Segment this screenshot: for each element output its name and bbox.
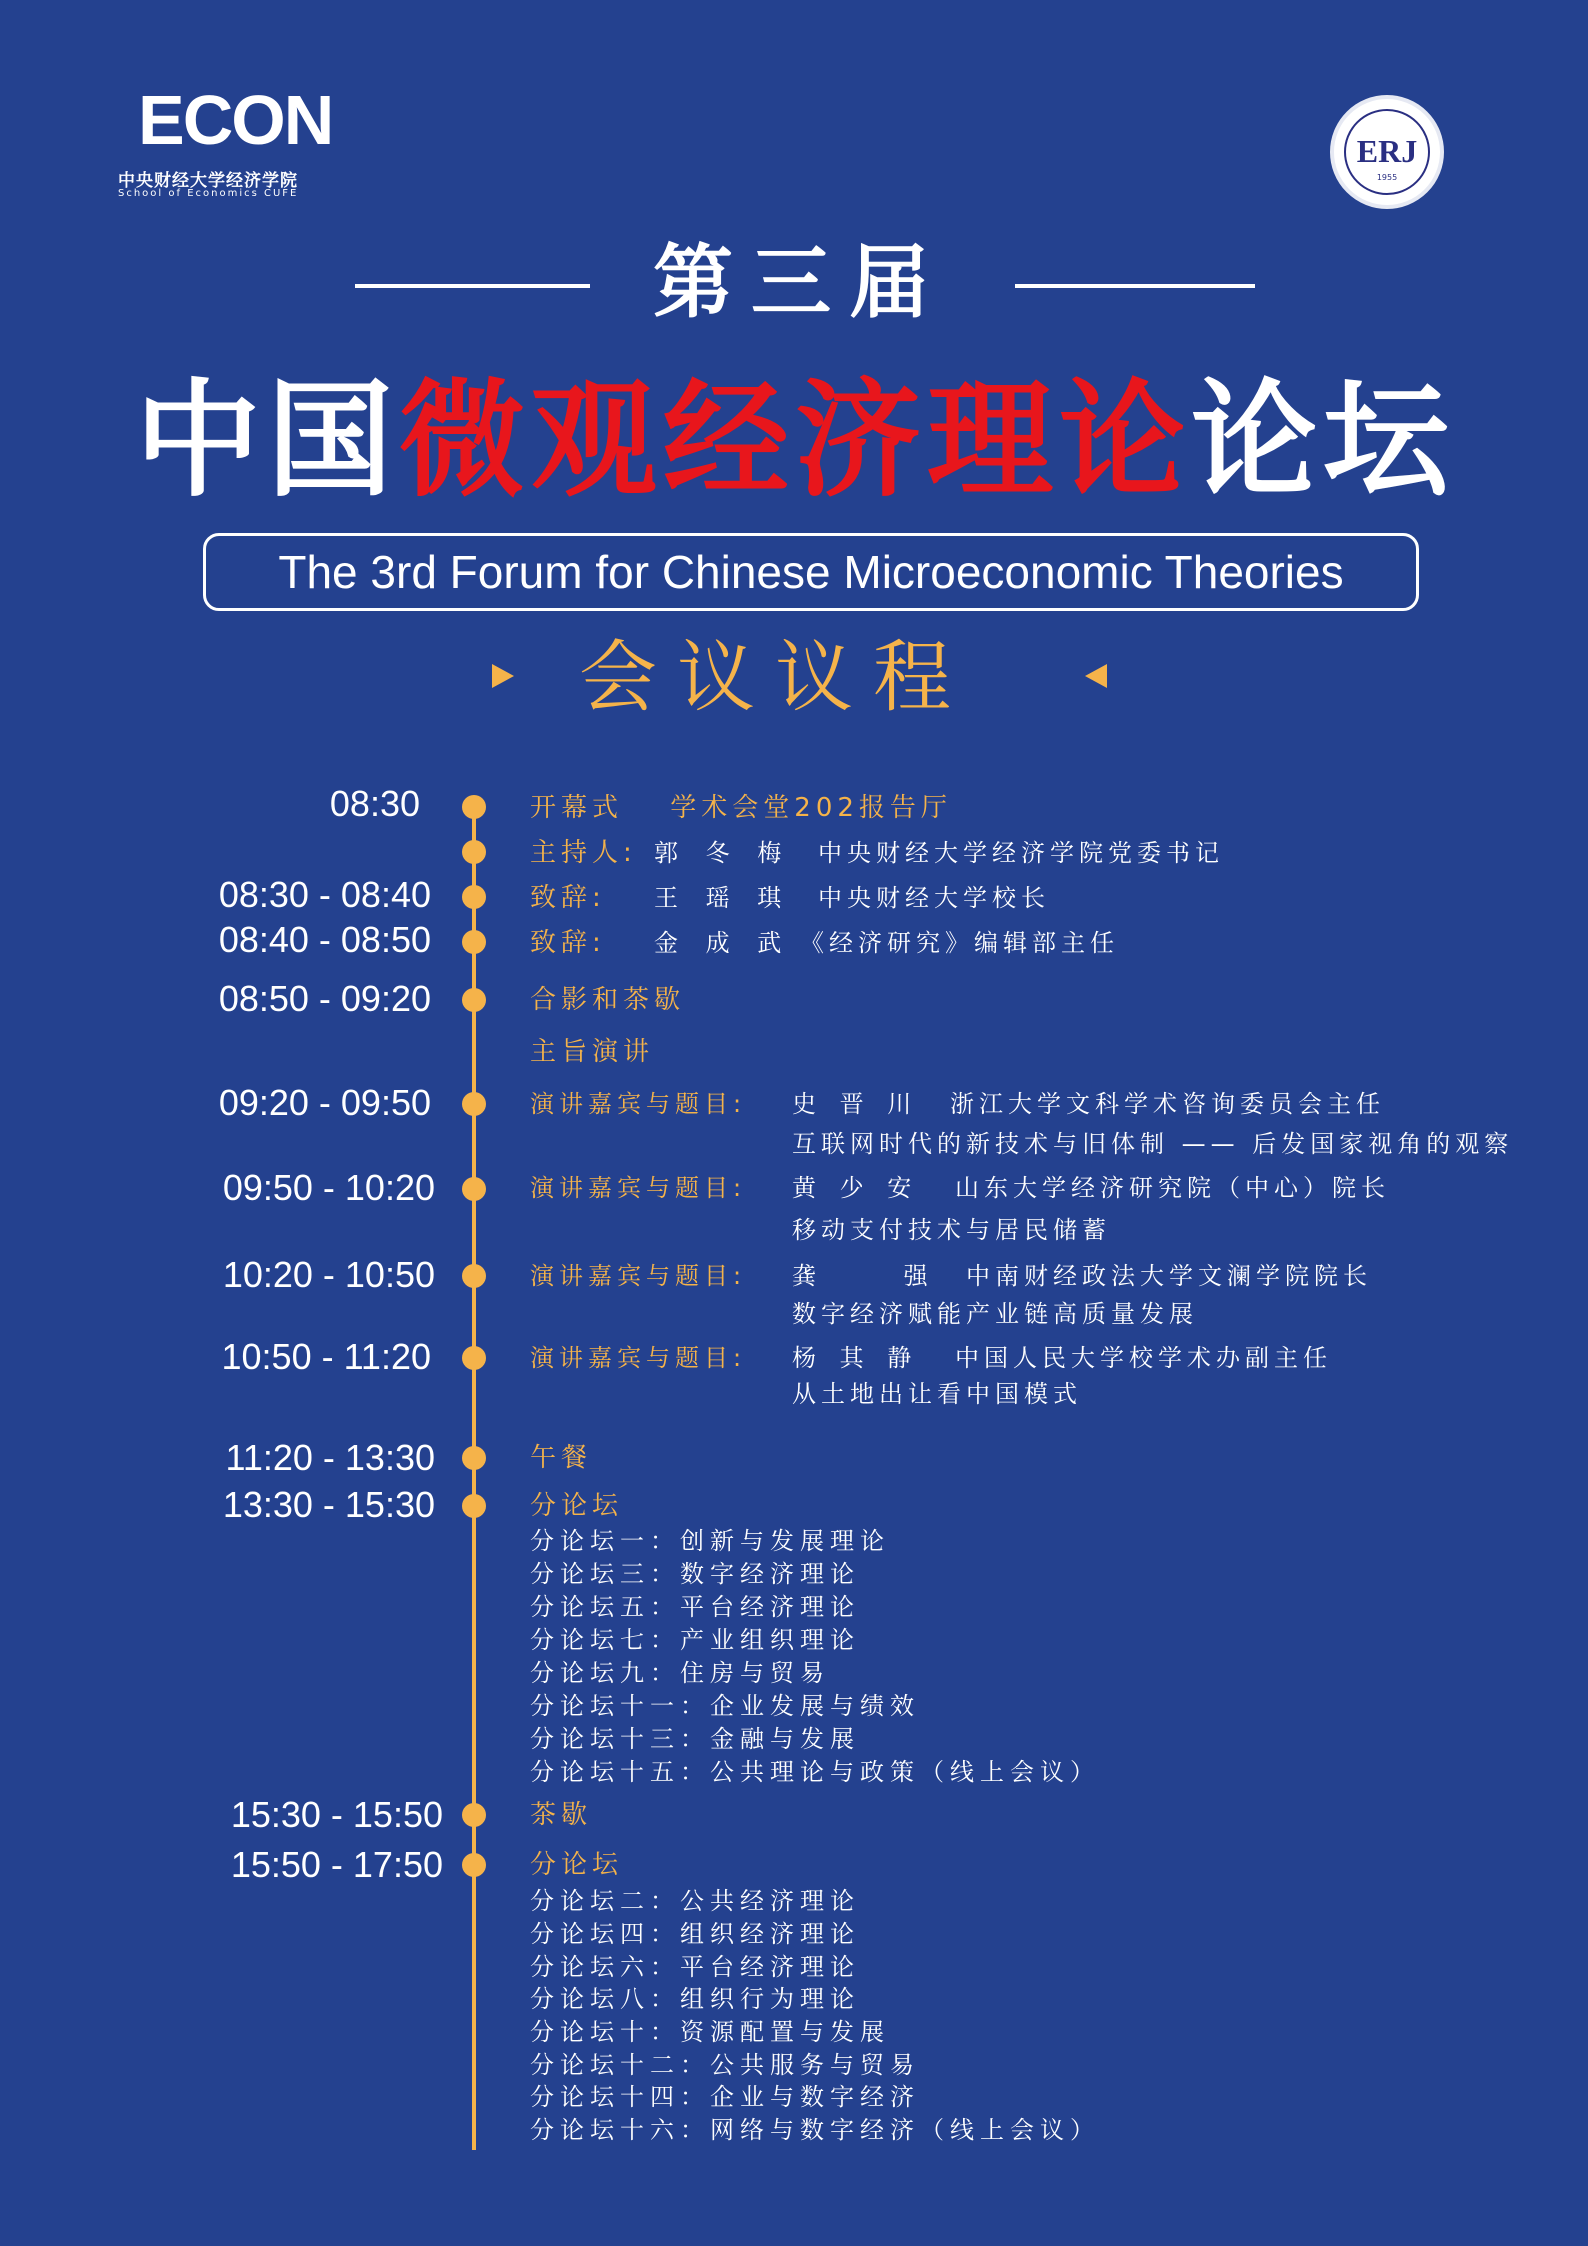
timeline-dot	[462, 1494, 486, 1518]
time-welcome-2: 08:40 - 08:50	[218, 919, 431, 960]
timeline-dot	[462, 988, 486, 1012]
timeline-dot	[462, 1446, 486, 1470]
keynote-speaker-1: 史 晋 川	[792, 1090, 920, 1118]
welcome-role-2: 《经济研究》编辑部主任	[800, 929, 1119, 957]
keynote-heading: 主旨演讲	[530, 1037, 655, 1067]
edition-label: 第三届	[653, 235, 947, 329]
timeline-dot	[462, 1177, 486, 1201]
forum-title	[60, 365, 1530, 515]
keynote-role-3: 中南财经政法大学文澜学院院长	[966, 1262, 1372, 1290]
triangle-right-icon	[492, 664, 514, 688]
time-photo-break: 08:50 - 09:20	[218, 978, 431, 1019]
keynote-topic-3: 数字经济赋能产业链高质量发展	[792, 1300, 1198, 1328]
econ-logo-mark: ECON	[138, 81, 333, 159]
timeline-dot	[462, 1092, 486, 1116]
time-parallel-2: 15:50 - 17:50	[230, 1844, 443, 1885]
keynote-topic-2: 移动支付技术与居民储蓄	[792, 1216, 1111, 1244]
parallel-sessions-label-2: 分论坛	[530, 1850, 624, 1880]
journal-logo-letters: ERJ	[1356, 133, 1418, 169]
welcome-speaker-2: 金 成 武	[654, 929, 792, 957]
session-item: 分论坛十：资源配置与发展	[530, 2018, 890, 2046]
parallel-sessions-label-1: 分论坛	[530, 1491, 624, 1521]
keynote-speaker-4: 杨 其 静	[792, 1344, 920, 1372]
timeline-dot	[462, 1803, 486, 1827]
session-item: 分论坛九：住房与贸易	[530, 1659, 830, 1687]
opening-venue: 学术会堂202报告厅	[670, 793, 952, 823]
time-keynote-3: 10:20 - 10:50	[222, 1254, 435, 1295]
time-keynote-2: 09:50 - 10:20	[222, 1167, 435, 1208]
session-item: 分论坛四：组织经济理论	[530, 1920, 860, 1948]
session-item: 分论坛十五：公共理论与政策（线上会议）	[530, 1758, 1100, 1786]
session-item: 分论坛十六：网络与数字经济（线上会议）	[530, 2116, 1100, 2144]
host-row	[530, 835, 637, 871]
session-item: 分论坛八：组织行为理论	[530, 1985, 860, 2013]
timeline-dot	[462, 1346, 486, 1370]
journal-logo-year: 1955	[1376, 173, 1398, 182]
session-item: 分论坛五：平台经济理论	[530, 1593, 860, 1621]
session-item: 分论坛十三：金融与发展	[530, 1725, 860, 1753]
keynote-label-1: 演讲嘉宾与题目:	[530, 1090, 747, 1118]
tea-break-label: 茶歇	[530, 1800, 593, 1830]
opening-ceremony	[530, 790, 952, 826]
time-welcome-1: 08:30 - 08:40	[218, 874, 431, 915]
session-item: 分论坛十二：公共服务与贸易	[530, 2051, 920, 2079]
title-rule-left	[355, 284, 590, 288]
session-item: 分论坛十一：企业发展与绩效	[530, 1692, 920, 1720]
forum-title-highlight: 微观经济理论	[399, 366, 1191, 514]
time-lunch: 11:20 - 13:30	[225, 1437, 435, 1478]
timeline-dot	[462, 930, 486, 954]
session-item: 分论坛七：产业组织理论	[530, 1626, 860, 1654]
session-item: 分论坛三：数字经济理论	[530, 1560, 860, 1588]
school-name-cn: 中央财经大学经济学院	[118, 171, 298, 191]
forum-title-part-1: 中国	[135, 366, 399, 514]
keynote-role-2: 山东大学经济研究院（中心）院长	[955, 1174, 1390, 1202]
time-opening: 08:30	[329, 783, 420, 824]
school-logo	[118, 80, 333, 210]
host-name: 郭 冬 梅	[654, 839, 792, 867]
welcome-label-2: 致辞:	[530, 928, 606, 958]
keynote-role-4: 中国人民大学校学术办副主任	[955, 1344, 1332, 1372]
keynote-topic-1: 互联网时代的新技术与旧体制 —— 后发国家视角的观察	[792, 1130, 1514, 1158]
opening-label: 开幕式	[530, 793, 624, 823]
journal-logo	[1330, 95, 1444, 209]
triangle-left-icon	[1085, 664, 1107, 688]
welcome-role-1: 中央财经大学校长	[818, 884, 1050, 912]
photo-and-tea-break: 合影和茶歇	[530, 985, 686, 1015]
timeline-dot	[462, 885, 486, 909]
forum-title-part-2: 论坛	[1191, 366, 1455, 514]
welcome-label-1: 致辞:	[530, 883, 606, 913]
time-keynote-1: 09:20 - 09:50	[218, 1082, 431, 1123]
timeline-dot	[462, 1264, 486, 1288]
keynote-speaker-3: 龚 强	[792, 1262, 968, 1290]
lunch-label: 午餐	[530, 1443, 593, 1473]
session-item: 分论坛十四：企业与数字经济	[530, 2083, 920, 2111]
session-item: 分论坛一：创新与发展理论	[530, 1527, 890, 1555]
time-keynote-4: 10:50 - 11:20	[221, 1336, 431, 1377]
timeline-dot	[462, 795, 486, 819]
time-parallel-1: 13:30 - 15:30	[222, 1484, 435, 1525]
session-item: 分论坛二：公共经济理论	[530, 1887, 860, 1915]
english-title: The 3rd Forum for Chinese Microeconomic Theories	[278, 546, 1344, 598]
keynote-label-4: 演讲嘉宾与题目:	[530, 1344, 747, 1372]
session-item: 分论坛六：平台经济理论	[530, 1953, 860, 1981]
keynote-topic-4: 从土地出让看中国模式	[792, 1380, 1082, 1408]
timeline-dot	[462, 1853, 486, 1877]
time-tea-break: 15:30 - 15:50	[230, 1794, 443, 1835]
welcome-speaker-1: 王 瑶 琪	[654, 884, 792, 912]
school-name-en: School of Economics CUFE	[118, 188, 299, 199]
agenda-heading: 会议议程	[578, 633, 971, 723]
host-role: 中央财经大学经济学院党委书记	[818, 839, 1224, 867]
host-label: 主持人:	[530, 838, 637, 868]
english-title-box	[203, 533, 1419, 611]
keynote-label-3: 演讲嘉宾与题目:	[530, 1262, 747, 1290]
timeline-dot	[462, 840, 486, 864]
keynote-role-1: 浙江大学文科学术咨询委员会主任	[950, 1090, 1385, 1118]
title-rule-right	[1015, 284, 1255, 288]
journal-logo-ring	[1344, 109, 1430, 195]
keynote-speaker-2: 黄 少 安	[792, 1174, 920, 1202]
keynote-label-2: 演讲嘉宾与题目:	[530, 1174, 747, 1202]
